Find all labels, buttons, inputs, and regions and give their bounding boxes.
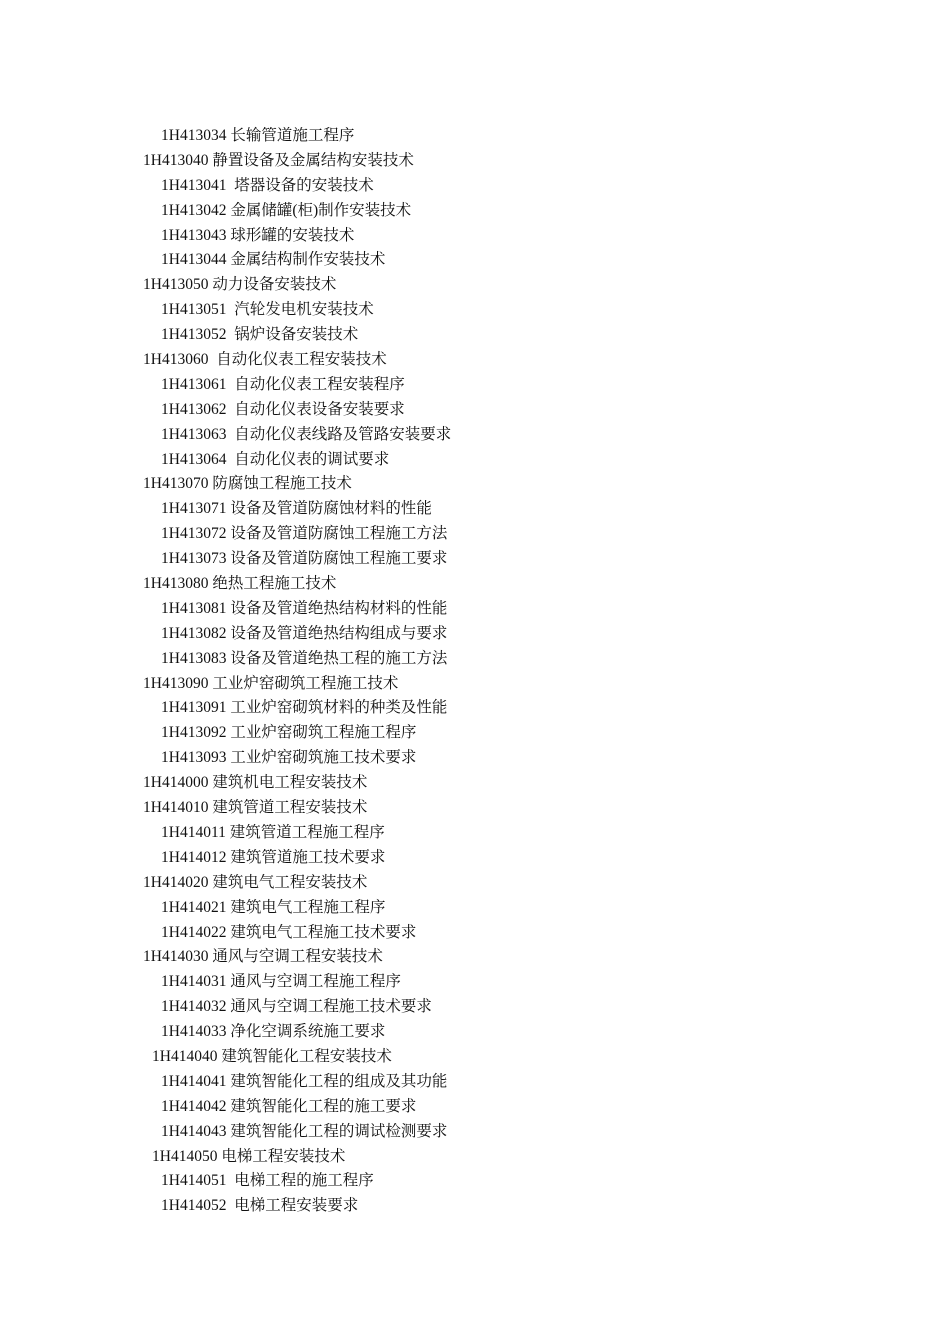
toc-entry: 1H414022 建筑电气工程施工技术要求	[161, 923, 417, 941]
toc-entry: 1H413093 工业炉窑砌筑施工技术要求	[161, 749, 417, 767]
toc-entry: 1H413060 自动化仪表工程安装技术	[143, 351, 387, 369]
toc-entry: 1H413051 汽轮发电机安装技术	[161, 301, 374, 319]
toc-entry: 1H414051 电梯工程的施工程序	[161, 1172, 374, 1190]
toc-entry: 1H414000 建筑机电工程安装技术	[143, 774, 368, 792]
toc-entry: 1H414040 建筑智能化工程安装技术	[152, 1047, 392, 1065]
toc-entry: 1H414042 建筑智能化工程的施工要求	[161, 1097, 417, 1115]
toc-entry: 1H414010 建筑管道工程安装技术	[143, 799, 368, 817]
toc-entry: 1H413092 工业炉窑砌筑工程施工程序	[161, 724, 417, 742]
toc-entry: 1H413052 锅炉设备安装技术	[161, 326, 359, 344]
toc-entry: 1H414041 建筑智能化工程的组成及其功能	[161, 1072, 448, 1090]
toc-entry: 1H413082 设备及管道绝热结构组成与要求	[161, 624, 448, 642]
toc-entry: 1H413091 工业炉窑砌筑材料的种类及性能	[161, 699, 448, 717]
toc-entry: 1H413061 自动化仪表工程安装程序	[161, 375, 405, 393]
toc-entry: 1H413070 防腐蚀工程施工技术	[143, 475, 352, 493]
toc-entry: 1H413043 球形罐的安装技术	[161, 226, 355, 244]
toc-entry: 1H413083 设备及管道绝热工程的施工方法	[161, 649, 448, 667]
toc-entry: 1H413073 设备及管道防腐蚀工程施工要求	[161, 550, 448, 568]
toc-entry: 1H413081 设备及管道绝热结构材料的性能	[161, 599, 448, 617]
toc-entry: 1H413042 金属储罐(柜)制作安装技术	[161, 201, 412, 219]
toc-entry: 1H413072 设备及管道防腐蚀工程施工方法	[161, 525, 448, 543]
toc-entry: 1H414050 电梯工程安装技术	[152, 1147, 346, 1165]
toc-entry: 1H414032 通风与空调工程施工技术要求	[161, 998, 432, 1016]
toc-entry: 1H414021 建筑电气工程施工程序	[161, 898, 386, 916]
toc-entry: 1H414052 电梯工程安装要求	[161, 1197, 359, 1215]
toc-entry: 1H413062 自动化仪表设备安装要求	[161, 400, 405, 418]
toc-entry: 1H413090 工业炉窑砌筑工程施工技术	[143, 674, 399, 692]
toc-entry: 1H413080 绝热工程施工技术	[143, 575, 337, 593]
toc-entry: 1H413041 塔器设备的安装技术	[161, 176, 374, 194]
toc-entry: 1H413071 设备及管道防腐蚀材料的性能	[161, 500, 432, 518]
toc-entry: 1H413063 自动化仪表线路及管路安装要求	[161, 425, 452, 443]
toc-entry: 1H414033 净化空调系统施工要求	[161, 1023, 386, 1041]
toc-entry: 1H414031 通风与空调工程施工程序	[161, 973, 401, 991]
toc-entry: 1H414020 建筑电气工程安装技术	[143, 873, 368, 891]
toc-entry: 1H413044 金属结构制作安装技术	[161, 251, 386, 269]
toc-entry: 1H413034 长输管道施工程序	[161, 127, 355, 144]
toc-entry: 1H414012 建筑管道施工技术要求	[161, 848, 386, 866]
toc-entry: 1H413064 自动化仪表的调试要求	[161, 450, 390, 468]
toc-entry: 1H414043 建筑智能化工程的调试检测要求	[161, 1122, 448, 1140]
table-of-contents	[143, 124, 451, 1219]
toc-entry: 1H414030 通风与空调工程安装技术	[143, 948, 383, 966]
toc-entry: 1H414011 建筑管道工程施工程序	[161, 823, 385, 841]
toc-entry: 1H413050 动力设备安装技术	[143, 276, 337, 294]
toc-entry: 1H413040 静置设备及金属结构安装技术	[143, 151, 414, 169]
